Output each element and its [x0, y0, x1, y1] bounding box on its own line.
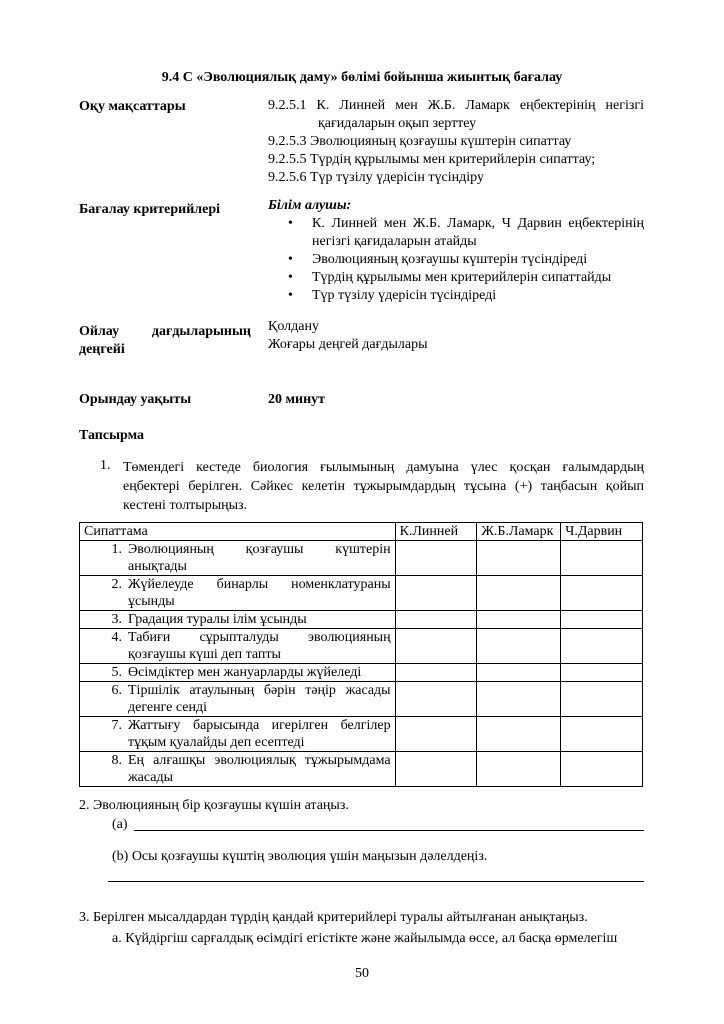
table-row: 2. Жүйелеуде бинарлы номенклатураны ұсынды	[80, 576, 643, 611]
page-number: 50	[355, 966, 369, 981]
criteria-item: • Эволюцияның қозғаушы күштерін түсіндіреді	[268, 251, 644, 269]
task1-number: 1.	[100, 458, 111, 473]
answer-cell[interactable]	[561, 717, 643, 752]
answer-cell[interactable]	[477, 682, 561, 717]
criteria-item: • Түр түзілу үдерісін түсіндіреді	[268, 287, 644, 305]
answer-cell[interactable]	[395, 576, 477, 611]
answer-cell[interactable]	[561, 752, 643, 787]
criteria-list	[268, 215, 644, 305]
answer-cell[interactable]	[477, 541, 561, 576]
objectives-label: Оқу мақсаттары	[79, 99, 186, 114]
objective-item: қағидаларын оқып зерттеу	[318, 116, 477, 131]
criteria-item: • К. Линней мен Ж.Б. Ламарк, Ч Дарвин еңбектерінің негізгі қағидаларын атайды	[268, 215, 644, 251]
objective-item: 9.2.5.1 К. Линней мен Ж.Б. Ламарк еңбектерінің негізгі	[268, 98, 644, 113]
time-label: Орындау уақыты	[79, 392, 192, 407]
page-title: 9.4 С «Эволюциялық даму» бөлімі бойынша жиынтық бағалау	[161, 70, 563, 85]
answer-cell[interactable]	[395, 629, 477, 664]
answer-cell[interactable]	[395, 717, 477, 752]
table-row: 8. Ең алғашқы эволюциялық тұжырымдама жасады	[80, 752, 643, 787]
answer-cell[interactable]	[477, 629, 561, 664]
task2-text: 2. Эволюцияның бір қозғаушы күшін атаңыз.	[79, 798, 349, 813]
answer-line-a[interactable]	[134, 829, 644, 831]
time-value: 20 минут	[268, 392, 326, 407]
objective-item: 9.2.5.6 Түр түзілу үдерісін түсіндіру	[268, 170, 484, 185]
answer-cell[interactable]	[395, 664, 477, 682]
task-heading: Тапсырма	[79, 428, 145, 443]
task3-a-text: а. Күйдіргіш сарғалдық өсімдігі егістікте және жайылымда өссе, ал басқа өрмелегіш	[112, 931, 618, 946]
answer-cell[interactable]	[561, 541, 643, 576]
task2-a-label: (a)	[112, 817, 128, 832]
table-header: Сипаттама	[80, 523, 396, 541]
answer-cell[interactable]	[561, 664, 643, 682]
thinking-label: Ойлау дағдыларының деңгейі	[79, 324, 251, 357]
criteria-item: • Түрдің құрылымы мен критерийлерін сипаттайды	[268, 269, 644, 287]
answer-cell[interactable]	[561, 629, 643, 664]
table-row: 1. Эволюцияның қозғаушы күштерін анықтады	[80, 541, 643, 576]
table-header: Ж.Б.Ламарк	[477, 523, 561, 541]
table-header: К.Линней	[395, 523, 477, 541]
criteria-label: Бағалау критерийлері	[79, 202, 221, 217]
answer-cell[interactable]	[395, 752, 477, 787]
table-row: 5. Өсімдіктер мен жануарларды жүйеледі	[80, 664, 643, 682]
answer-cell[interactable]	[561, 611, 643, 629]
task2-b-text: (b) Осы қозғаушы күштің эволюция үшін маңызын дәлелдеңіз.	[112, 849, 488, 864]
table-row: 4. Табиғи сұрыпталуды эволюцияның қозғаушы күші деп тапты	[80, 629, 643, 664]
task1-text: Төмендегі кестеде биология ғылымының дамуына үлес қосқан ғалымдардың еңбектері берілген. Сәйкес келетін тұжырымдардың тұсына (+) таңбасын қойып кестені толтырыңыз.	[123, 460, 644, 513]
answer-cell[interactable]	[561, 576, 643, 611]
answer-cell[interactable]	[477, 576, 561, 611]
table-row: 7. Жаттығу барысында игерілген белгілер тұқым қуалайды деп есептеді	[80, 717, 643, 752]
criteria-intro: Білім алушы:	[268, 198, 352, 213]
answer-cell[interactable]	[561, 682, 643, 717]
objective-item: 9.2.5.3 Эволюцияның қозғаушы күштерін сипаттау	[268, 134, 572, 149]
answer-line-b[interactable]	[108, 880, 644, 882]
table-header-row	[80, 523, 643, 541]
criteria-block	[268, 197, 644, 305]
answer-cell[interactable]	[477, 752, 561, 787]
objectives-list	[268, 97, 644, 187]
objective-item: 9.2.5.5 Түрдің құрылымы мен критерийлерін сипаттау;	[268, 152, 596, 167]
answer-cell[interactable]	[395, 682, 477, 717]
table-row: 6. Тіршілік атаулының бәрін тәңір жасады дегенге сенді	[80, 682, 643, 717]
task3-text: 3. Берілген мысалдардан түрдің қандай критерийлері туралы айтылғанан анықтаңыз.	[79, 910, 588, 925]
table-row: 3. Градация туралы ілім ұсынды	[80, 611, 643, 629]
answer-cell[interactable]	[477, 717, 561, 752]
answer-cell[interactable]	[395, 541, 477, 576]
answer-cell[interactable]	[477, 664, 561, 682]
table-header: Ч.Дарвин	[561, 523, 643, 541]
answer-cell[interactable]	[477, 611, 561, 629]
scientists-table	[79, 522, 643, 787]
answer-cell[interactable]	[395, 611, 477, 629]
thinking-value: Қолдану Жоғары деңгей дағдылары	[268, 319, 428, 352]
